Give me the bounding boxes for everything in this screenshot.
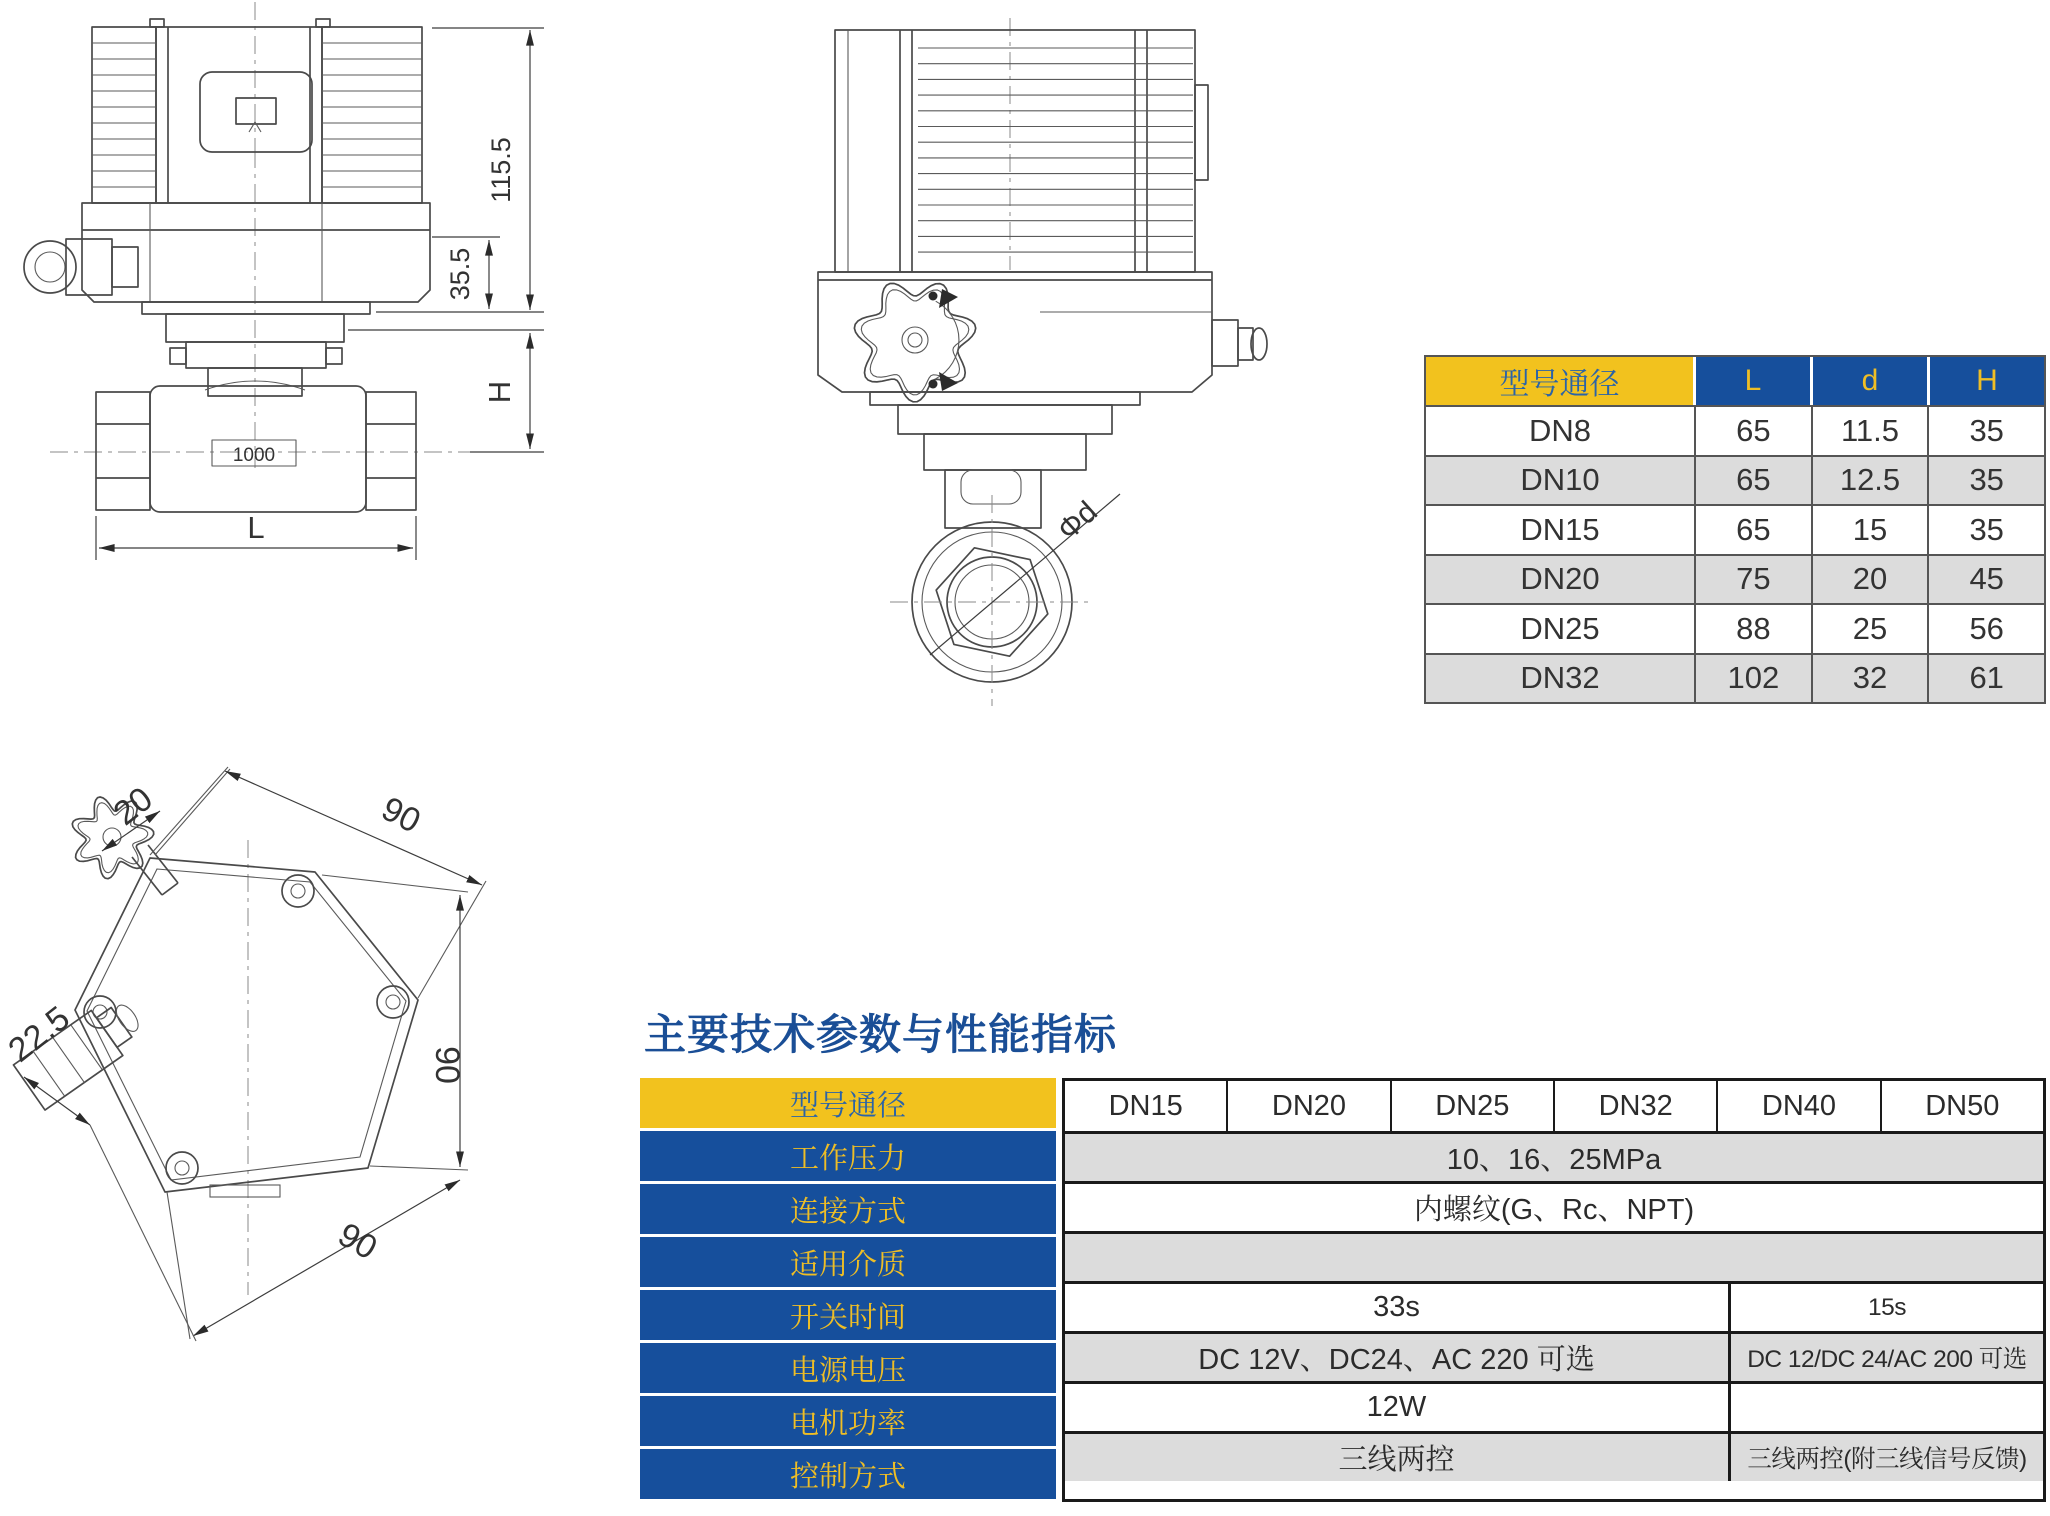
cell-h: 35	[1969, 412, 2004, 448]
actuator-fins	[92, 43, 422, 187]
technical-parameters-table	[640, 1078, 2046, 1502]
spec-table-header	[1426, 357, 2044, 405]
switch-time-right: 15s	[1867, 1293, 1906, 1321]
cell-d: 15	[1813, 506, 1930, 554]
model-cell: DN40	[1718, 1081, 1881, 1131]
spec-row-dn8	[1426, 405, 2044, 455]
top-view-dimensions	[24, 767, 486, 1341]
cell-l: 65	[1696, 407, 1813, 455]
flange-side	[818, 272, 1212, 392]
model-cell: DN15	[1065, 1081, 1228, 1131]
cell-h: 45	[1969, 561, 2004, 597]
section-title: 主要技术参数与性能指标	[644, 1011, 1118, 1058]
label-applicable-medium: 适用介质	[640, 1237, 1056, 1287]
motor-power-left: 12W	[1065, 1384, 1731, 1431]
dim-l-label: L	[247, 510, 265, 545]
motor-power-right	[1731, 1384, 2043, 1431]
dim-width-top-label: 90	[375, 789, 427, 841]
label-supply-voltage: 电源电压	[640, 1343, 1056, 1393]
cell-h: 35	[1969, 462, 2004, 498]
bracket-side	[870, 392, 1140, 528]
cell-h: 61	[1969, 660, 2004, 696]
cell-l: 65	[1696, 506, 1813, 554]
dim-knob-offset-label: 20	[106, 779, 160, 833]
cell-h: 56	[1969, 610, 2004, 646]
control-mode-right: 三线两控(附三线信号反馈)	[1747, 1446, 2027, 1473]
valve-top-view-drawing	[0, 755, 540, 1355]
spec-row-dn10	[1426, 455, 2044, 505]
manual-override-knob	[854, 284, 975, 402]
model-cell: DN32	[1555, 1081, 1718, 1131]
spec-row-dn25	[1426, 603, 2044, 653]
cable-gland-left	[24, 239, 138, 295]
spec-row-dn15	[1426, 504, 2044, 554]
dim-total-height-label: 115.5	[486, 137, 516, 203]
supply-voltage-row	[1065, 1331, 2043, 1381]
working-pressure-value: 10、16、25MPa	[1065, 1131, 2043, 1181]
supply-voltage-left: DC 12V、DC24、AC 220 可选	[1065, 1334, 1731, 1381]
actuator-body	[92, 19, 422, 203]
dim-width-bottom-label: 90	[331, 1215, 384, 1268]
spec-header-d: d	[1813, 357, 1930, 405]
corner-screws	[84, 875, 409, 1184]
label-switch-time: 开关时间	[640, 1290, 1056, 1340]
cell-d: 11.5	[1813, 407, 1930, 455]
cell-l: 102	[1696, 655, 1813, 703]
connection-type-value: 内螺纹(G、Rc、NPT)	[1065, 1181, 2043, 1231]
switch-time-row	[1065, 1281, 2043, 1331]
cell-d: 20	[1813, 556, 1930, 604]
cell-l: 75	[1696, 556, 1813, 604]
cell-l: 65	[1696, 457, 1813, 505]
label-motor-power: 电机功率	[640, 1396, 1056, 1446]
cell-model: DN15	[1426, 506, 1696, 554]
valve-body-label: 1000	[232, 445, 276, 466]
label-model: 型号通径	[640, 1078, 1056, 1128]
label-control-mode: 控制方式	[640, 1449, 1056, 1499]
spec-row-dn20	[1426, 554, 2044, 604]
actuator-side	[835, 30, 1208, 272]
model-cell: DN50	[1925, 1089, 2000, 1122]
spec-header-l: L	[1696, 357, 1813, 405]
spec-row-dn32	[1426, 653, 2044, 703]
model-header-row	[1065, 1081, 2043, 1131]
dim-port-diameter-label: Φd	[1051, 495, 1104, 547]
model-cell: DN25	[1392, 1081, 1555, 1131]
cell-d: 12.5	[1813, 457, 1930, 505]
label-working-pressure: 工作压力	[640, 1131, 1056, 1181]
motor-power-row	[1065, 1381, 2043, 1431]
cell-model: DN32	[1426, 655, 1696, 703]
control-mode-left: 三线两控	[1065, 1434, 1731, 1481]
rotation-arrow-arc	[936, 301, 959, 379]
front-view-dimensions	[96, 28, 544, 560]
cell-model: DN20	[1426, 556, 1696, 604]
supply-voltage-right: DC 12/DC 24/AC 200 可选	[1747, 1346, 2027, 1373]
spec-header-h: H	[1930, 357, 2044, 405]
cell-model: DN8	[1426, 407, 1696, 455]
dim-h-label: H	[482, 380, 517, 404]
control-mode-row	[1065, 1431, 2043, 1481]
label-connection-type: 连接方式	[640, 1184, 1056, 1234]
applicable-medium-value	[1065, 1231, 2043, 1281]
parameter-labels-column	[640, 1078, 1056, 1502]
model-cell: DN20	[1228, 1081, 1391, 1131]
parameter-values-column	[1062, 1078, 2046, 1502]
actuator-cover-hexagon	[75, 858, 418, 1197]
dim-gland-offset-label: 22.5	[1, 998, 78, 1070]
cell-model: DN25	[1426, 605, 1696, 653]
valve-side-view-drawing	[790, 0, 1270, 720]
cell-d: 25	[1813, 605, 1930, 653]
cell-l: 88	[1696, 605, 1813, 653]
cell-d: 32	[1813, 655, 1930, 703]
spec-header-model: 型号通径	[1426, 357, 1696, 405]
cable-gland-right	[1212, 320, 1267, 366]
switch-time-left: 33s	[1065, 1284, 1731, 1331]
dim-width-right-label: 90	[428, 1046, 466, 1084]
cell-model: DN10	[1426, 457, 1696, 505]
cell-h: 35	[1969, 511, 2004, 547]
dimension-spec-table	[1424, 355, 2046, 704]
mounting-bracket	[142, 302, 370, 396]
valve-front-view-drawing	[0, 0, 580, 760]
dim-flange-height-label: 35.5	[445, 247, 475, 301]
actuator-side-fins	[918, 48, 1193, 252]
